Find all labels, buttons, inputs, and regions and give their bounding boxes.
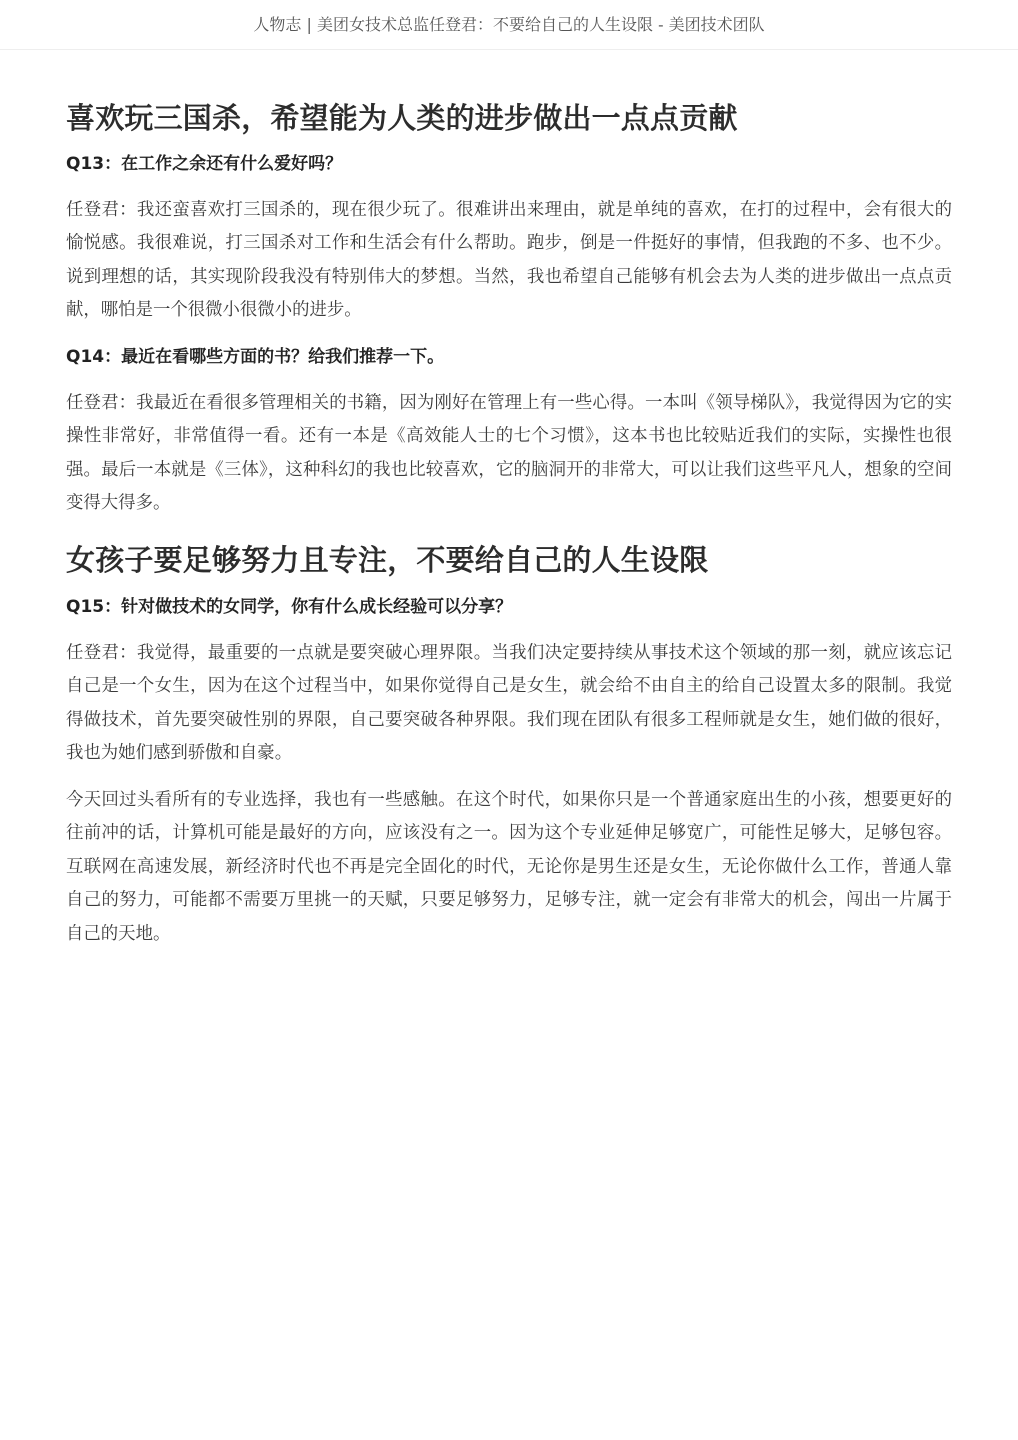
question-q14: Q14：最近在看哪些方面的书？给我们推荐一下。: [66, 347, 445, 367]
question-q15: Q15：针对做技术的女同学，你有什么成长经验可以分享？: [66, 597, 513, 617]
page-header-title: 人物志 | 美团女技术总监任登君：不要给自己的人生设限 - 美团技术团队: [0, 0, 1018, 50]
question-q13: Q13：在工作之余还有什么爱好吗？: [66, 154, 343, 174]
section-heading-advice: 女孩子要足够努力且专注，不要给自己的人生设限: [66, 543, 709, 577]
answer-q15-paragraph-2: 今天回过头看所有的专业选择，我也有一些感触。在这个时代，如果你只是一个普通家庭出生的小孩，想要更好的往前冲的话，计算机可能是最好的方向，应该没有之一。因为这个专业延伸足够宽广，可能性足够大，足够包容。互联网在高速发展，新经济时代也不再是完全固化的时代，无论你是男生还是女生，无论你做什么工作，普通人靠自己的努力，可能都不需要万里挑一的天赋，只要足够努力，足够专注，就一定会有非常大的机会，闯出一片属于自己的天地。: [66, 790, 952, 944]
section-heading-hobbies: 喜欢玩三国杀，希望能为人类的进步做出一点点贡献: [66, 101, 738, 135]
answer-q14: 任登君：我最近在看很多管理相关的书籍，因为刚好在管理上有一些心得。一本叫《领导梯队》，我觉得因为它的实操性非常好，非常值得一看。还有一本是《高效能人士的七个习惯》，这本书也比较贴近我们的实际，实操性也很强。最后一本就是《三体》，这种科幻的我也比较喜欢，它的脑洞开的非常大，可以让我们这些平凡人，想象的空间变得大得多。: [66, 393, 952, 514]
answer-q13: 任登君：我还蛮喜欢打三国杀的，现在很少玩了。很难讲出来理由，就是单纯的喜欢，在打的过程中，会有很大的愉悦感。我很难说，打三国杀对工作和生活会有什么帮助。跑步，倒是一件挺好的事情，但我跑的不多、也不少。 说到理想的话，其实现阶段我没有特别伟大的梦想。当然，我也希望自己能够有机会去为人类的进步做出一点点贡献，哪怕是一个很微小很微小的进步。: [66, 200, 952, 321]
answer-q15-paragraph-1: 任登君：我觉得，最重要的一点就是要突破心理界限。当我们决定要持续从事技术这个领域的那一刻，就应该忘记自己是一个女生，因为在这个过程当中，如果你觉得自己是女生，就会给不由自主的给自己设置太多的限制。我觉得做技术，首先要突破性别的界限，自己要突破各种界限。我们现在团队有很多工程师就是女生，她们做的很好，我也为她们感到骄傲和自豪。: [66, 643, 952, 764]
